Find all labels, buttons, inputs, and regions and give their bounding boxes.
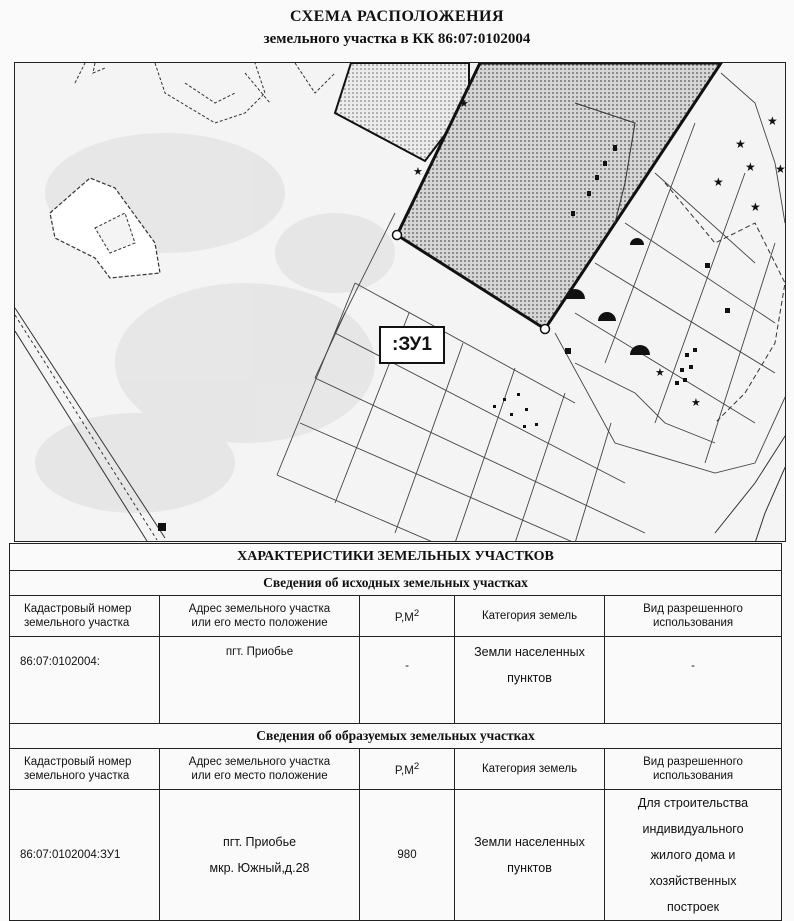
- table-title: ХАРАКТЕРИСТИКИ ЗЕМЕЛЬНЫХ УЧАСТКОВ: [10, 544, 782, 571]
- source-column-headers: [10, 596, 782, 637]
- cadastral-map: [14, 62, 786, 542]
- svg-text:★: ★: [713, 175, 724, 189]
- building-outlines: [75, 63, 335, 123]
- map-drawing: [15, 63, 786, 542]
- svg-text:★: ★: [745, 160, 756, 174]
- characteristics-table: [9, 543, 781, 921]
- page-subtitle: земельного участка в КК 86:07:0102004: [263, 31, 531, 47]
- col-area-header: $P,M^2$: [360, 749, 455, 790]
- section-formed-header: Сведения об образуемых земельных участках: [10, 724, 782, 749]
- col-use-header: Вид разрешенного использования: [605, 596, 782, 637]
- table-row: [10, 637, 782, 724]
- svg-text:★: ★: [691, 396, 701, 409]
- source-category: Земли населенных пунктов: [455, 637, 605, 724]
- formed-cadastral: 86:07:0102004:ЗУ1: [10, 790, 160, 921]
- col-address-header: Адрес земельного участка или его место положение: [160, 749, 360, 790]
- col-area-header: $P,M^2$: [360, 596, 455, 637]
- svg-text:★: ★: [775, 162, 786, 176]
- boundary-dashed: [665, 183, 785, 423]
- col-address-header: Адрес земельного участка или его место положение: [160, 596, 360, 637]
- grid-dots: [493, 393, 538, 428]
- col-cadastral-header: Кадастровый номер земельного участка: [10, 596, 160, 637]
- formed-area: 980: [360, 790, 455, 921]
- tree-stars: [655, 114, 786, 409]
- source-area: -: [360, 637, 455, 724]
- col-cadastral-header: Кадастровый номер земельного участка: [10, 749, 160, 790]
- parcel-corner-point: [393, 231, 402, 240]
- source-address: пгт. Приобье: [160, 637, 360, 724]
- formed-address: пгт. Приобье мкр. Южный,д.28: [160, 790, 360, 921]
- source-use: -: [605, 637, 782, 724]
- parcel-label-zu1: :ЗУ1: [379, 326, 445, 364]
- right-road: [715, 433, 786, 542]
- col-category-header: Категория земель: [455, 596, 605, 637]
- formed-use: Для строительства индивидуального жилого дома и хозяйственных построек: [605, 790, 782, 921]
- col-category-header: Категория земель: [455, 749, 605, 790]
- svg-text:★: ★: [750, 200, 761, 214]
- svg-text:★: ★: [459, 97, 469, 110]
- road-marker: [158, 523, 166, 531]
- col-use-header: Вид разрешенного использования: [605, 749, 782, 790]
- formed-category: Земли населенных пунктов: [455, 790, 605, 921]
- svg-text:★: ★: [413, 165, 423, 178]
- parcel-corner-point: [541, 325, 550, 334]
- table-row: [10, 790, 782, 921]
- formed-column-headers: [10, 749, 782, 790]
- page-title: СХЕМА РАСПОЛОЖЕНИЯ: [289, 8, 505, 25]
- svg-text:★: ★: [767, 114, 778, 128]
- svg-text:★: ★: [655, 366, 665, 379]
- svg-text:★: ★: [735, 137, 746, 151]
- section-source-header: Сведения об исходных земельных участках: [10, 571, 782, 596]
- source-cadastral: 86:07:0102004:: [10, 637, 160, 724]
